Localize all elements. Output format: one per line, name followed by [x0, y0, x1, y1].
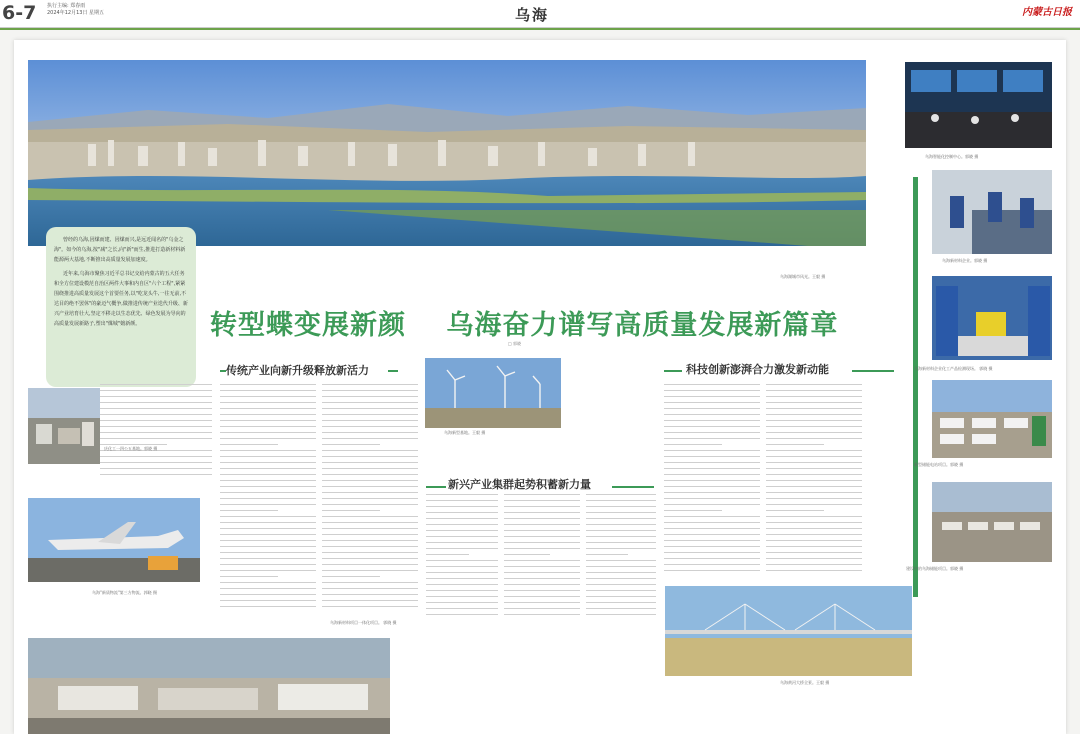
text-line — [220, 402, 316, 403]
text-line — [322, 516, 418, 517]
text-column-5 — [586, 494, 656, 622]
page-number: 6-7 — [2, 2, 37, 24]
text-line — [322, 498, 418, 499]
text-line — [664, 534, 760, 535]
photo-industrial-park — [28, 638, 390, 734]
text-line — [766, 414, 862, 415]
text-line — [504, 560, 580, 561]
intro-box — [46, 227, 196, 387]
text-line — [504, 500, 580, 501]
text-column-7 — [766, 384, 862, 580]
text-line — [322, 582, 418, 583]
text-line — [664, 420, 760, 421]
text-line — [100, 462, 212, 463]
text-line — [664, 402, 760, 403]
text-line — [766, 570, 862, 571]
text-line — [426, 494, 498, 495]
text-line — [766, 462, 862, 463]
text-line — [322, 594, 418, 595]
text-line — [766, 546, 862, 547]
text-line — [664, 390, 760, 391]
text-line — [664, 570, 760, 571]
text-line — [322, 570, 418, 571]
text-line — [220, 576, 278, 577]
text-line — [664, 384, 760, 385]
text-line — [504, 494, 580, 495]
text-line — [766, 480, 862, 481]
hero-photo-city-lake — [28, 60, 866, 246]
text-line — [220, 558, 316, 559]
text-line — [504, 530, 580, 531]
text-line — [322, 600, 418, 601]
text-line — [100, 384, 212, 385]
text-line — [322, 510, 380, 511]
text-line — [220, 384, 316, 385]
text-line — [322, 588, 418, 589]
text-line — [322, 462, 418, 463]
text-line — [664, 540, 760, 541]
text-line — [426, 500, 498, 501]
text-line — [220, 492, 316, 493]
caption-storage-construction: 建设中的乌海储能项目。郭晓 摄 — [906, 566, 964, 571]
text-line — [322, 540, 418, 541]
text-line — [766, 522, 862, 523]
text-line — [426, 614, 498, 615]
photo-storage-construction — [932, 482, 1052, 562]
text-line — [100, 420, 212, 421]
text-line — [504, 506, 580, 507]
text-line — [766, 528, 862, 529]
text-line — [586, 578, 656, 579]
text-line — [220, 468, 316, 469]
subhead-bar-right — [664, 370, 682, 372]
text-line — [664, 426, 760, 427]
text-line — [322, 390, 418, 391]
text-line — [220, 570, 316, 571]
text-line — [766, 564, 862, 565]
text-line — [220, 594, 316, 595]
text-line — [766, 438, 862, 439]
text-line — [220, 390, 316, 391]
text-line — [586, 530, 656, 531]
text-line — [220, 600, 316, 601]
text-line — [766, 474, 862, 475]
text-line — [426, 566, 498, 567]
text-line — [504, 614, 580, 615]
text-line — [664, 462, 760, 463]
text-line — [504, 572, 580, 573]
text-line — [322, 456, 418, 457]
text-line — [504, 602, 580, 603]
text-line — [220, 540, 316, 541]
text-line — [220, 552, 316, 553]
text-line — [322, 534, 418, 535]
text-line — [586, 500, 656, 501]
text-line — [586, 518, 656, 519]
text-line — [504, 608, 580, 609]
text-line — [766, 504, 862, 505]
text-line — [664, 564, 760, 565]
text-line — [426, 536, 498, 537]
text-line — [664, 486, 760, 487]
caption-energy-storage: 新型储能电站项目。郭晓 摄 — [914, 462, 964, 467]
text-line — [664, 516, 760, 517]
text-line — [766, 396, 862, 397]
text-line — [322, 558, 418, 559]
text-line — [586, 536, 656, 537]
text-line — [664, 474, 760, 475]
header-divider — [0, 28, 1080, 30]
text-line — [426, 590, 498, 591]
text-line — [100, 402, 212, 403]
text-line — [426, 518, 498, 519]
intro-paragraph-1: 曾经的乌海,因煤而建、因煤而兴,是远近闻名的"乌金之海"。如今的乌海,按"减"之长,向"新"而生,推进打造新材料新能源两大基地,不断推出高质量发展加速度。 — [54, 237, 186, 263]
text-line — [504, 566, 580, 567]
photo-chemical-inspection — [932, 276, 1052, 360]
text-line — [766, 402, 862, 403]
photo-wind-farm — [425, 358, 561, 428]
text-line — [766, 444, 824, 445]
text-line — [664, 468, 760, 469]
text-line — [664, 480, 760, 481]
text-line — [220, 444, 278, 445]
text-line — [220, 450, 316, 451]
text-column-2 — [322, 384, 418, 612]
caption-plane: 乌海"新质物流"第三方物流。郭晓 摄 — [92, 590, 157, 595]
text-line — [322, 402, 418, 403]
text-line — [220, 426, 316, 427]
text-line — [322, 504, 418, 505]
text-line — [220, 582, 316, 583]
text-line — [322, 492, 418, 493]
text-line — [322, 564, 418, 565]
text-line — [220, 498, 316, 499]
text-line — [220, 564, 316, 565]
text-line — [426, 560, 498, 561]
text-line — [100, 414, 212, 415]
text-line — [586, 584, 656, 585]
text-line — [426, 548, 498, 549]
text-line — [766, 456, 862, 457]
text-line — [586, 494, 656, 495]
text-line — [664, 552, 760, 553]
text-line — [220, 510, 278, 511]
text-line — [100, 474, 212, 475]
text-line — [504, 584, 580, 585]
text-line — [322, 528, 418, 529]
text-line — [220, 474, 316, 475]
text-line — [220, 408, 316, 409]
text-line — [322, 408, 418, 409]
text-line — [100, 438, 212, 439]
text-line — [220, 504, 316, 505]
text-line — [586, 512, 656, 513]
text-line — [504, 512, 580, 513]
subhead-bar-middle-end — [612, 486, 654, 488]
text-line — [664, 558, 760, 559]
text-line — [504, 548, 580, 549]
text-line — [322, 546, 418, 547]
text-line — [766, 486, 862, 487]
text-line — [664, 492, 760, 493]
text-line — [322, 426, 418, 427]
text-line — [586, 548, 656, 549]
text-line — [322, 552, 418, 553]
photo-control-center — [905, 62, 1052, 148]
text-column-left — [100, 384, 212, 484]
headline-part-2: 乌海奋力谱写高质量发展新篇章 — [446, 310, 839, 341]
text-line — [586, 542, 656, 543]
text-line — [322, 486, 418, 487]
intro-paragraph-2: 近年来,乌海市聚焦习近平总书记交给内蒙古的五大任务和全方位建设模范自治区两件大事和内自区"六个工程",紧紧围绕推进高质量发展这个首要任务,以"吃龙头牛,一往无前,不达目的绝不罢休"的豪迈气概争,做推进传统产业迭代升级、新兴产业培育壮大,坚定不移走以生态优先、绿色发展为导向的高质量发展新路子,塑出"煤城"嬗新颜。 — [54, 271, 188, 327]
caption-chemical-inspection: 乌海新材料企业化工产品检测现场。 郭晓 摄 — [914, 366, 993, 371]
text-line — [664, 414, 760, 415]
text-line — [586, 614, 656, 615]
text-line — [766, 540, 862, 541]
text-line — [664, 510, 722, 511]
photo-workers-lab — [932, 170, 1052, 254]
photo-yellow-river-bridge — [665, 586, 912, 676]
text-line — [586, 554, 628, 555]
text-line — [426, 542, 498, 543]
text-line — [100, 468, 212, 469]
text-line — [220, 414, 316, 415]
text-line — [664, 546, 760, 547]
text-line — [664, 396, 760, 397]
text-line — [766, 516, 862, 517]
text-line — [100, 426, 212, 427]
caption-bridge: 乌海黄河大桥全景。王毅 摄 — [780, 680, 830, 685]
text-line — [766, 498, 862, 499]
text-column-1 — [220, 384, 316, 612]
text-line — [766, 426, 862, 427]
text-line — [766, 420, 862, 421]
text-line — [766, 510, 824, 511]
text-line — [766, 468, 862, 469]
text-line — [220, 438, 316, 439]
page-header — [0, 0, 1080, 28]
section-title: 乌海 — [515, 6, 550, 24]
text-line — [322, 522, 418, 523]
text-line — [766, 450, 862, 451]
text-line — [426, 524, 498, 525]
text-line — [322, 606, 418, 607]
text-line — [664, 456, 760, 457]
text-line — [322, 396, 418, 397]
text-line — [586, 602, 656, 603]
text-line — [322, 468, 418, 469]
caption-workers-lab: 乌海新材料企业。郭晓 摄 — [942, 258, 988, 263]
subhead-middle: 新兴产业集群起势积蓄新力量 — [448, 478, 591, 491]
text-line — [220, 396, 316, 397]
text-line — [426, 530, 498, 531]
text-line — [220, 486, 316, 487]
hero-caption: 乌海湖城市风光。王毅 摄 — [780, 274, 826, 279]
caption-wind-farm: 乌海新型基地。王毅 摄 — [444, 430, 486, 435]
photo-factory-aerial — [28, 388, 100, 464]
text-line — [766, 408, 862, 409]
text-line — [322, 438, 418, 439]
subhead-right: 科技创新澎湃合力激发新动能 — [686, 363, 829, 376]
text-line — [504, 578, 580, 579]
text-line — [322, 420, 418, 421]
text-line — [766, 552, 862, 553]
text-column-6 — [664, 384, 760, 580]
subhead-bar-right-end — [852, 370, 894, 372]
photo-energy-storage — [932, 380, 1052, 458]
text-line — [322, 450, 418, 451]
text-line — [426, 512, 498, 513]
text-line — [100, 456, 212, 457]
text-line — [766, 492, 862, 493]
text-line — [426, 608, 498, 609]
text-line — [220, 588, 316, 589]
text-line — [220, 462, 316, 463]
text-line — [426, 506, 498, 507]
text-line — [322, 474, 418, 475]
text-line — [586, 560, 656, 561]
text-line — [322, 384, 418, 385]
text-line — [426, 572, 498, 573]
text-line — [504, 524, 580, 525]
text-line — [504, 518, 580, 519]
text-line — [220, 516, 316, 517]
text-line — [586, 596, 656, 597]
text-line — [220, 480, 316, 481]
text-line — [322, 432, 418, 433]
text-line — [322, 414, 418, 415]
text-line — [220, 456, 316, 457]
text-line — [504, 536, 580, 537]
right-accent-band — [913, 177, 918, 597]
text-line — [586, 506, 656, 507]
text-line — [426, 584, 498, 585]
text-line — [220, 522, 316, 523]
text-line — [504, 542, 580, 543]
text-line — [664, 522, 760, 523]
text-line — [220, 606, 316, 607]
subhead-left: 传统产业向新升级释放新活力 — [226, 364, 369, 377]
text-line — [664, 498, 760, 499]
text-line — [766, 534, 862, 535]
text-line — [664, 450, 760, 451]
text-line — [426, 578, 498, 579]
text-line — [100, 444, 167, 445]
text-line — [426, 602, 498, 603]
main-headline — [210, 303, 870, 342]
text-line — [664, 432, 760, 433]
text-line — [220, 528, 316, 529]
text-line — [586, 572, 656, 573]
text-line — [220, 534, 316, 535]
text-line — [664, 438, 760, 439]
text-line — [664, 504, 760, 505]
header-meta: 执行主编: 郑春雨 2024年12月13日 星期五 — [47, 3, 105, 16]
text-line — [322, 444, 380, 445]
caption-factory: 庆化工一四公五基地。郭晓 摄 — [104, 446, 158, 451]
text-line — [220, 432, 316, 433]
caption-industrial-park: 乌海新材料项目一体化项目。 郭晓 摄 — [330, 620, 397, 625]
text-line — [220, 420, 316, 421]
text-line — [100, 396, 212, 397]
text-line — [766, 384, 862, 385]
photo-cargo-plane — [28, 498, 200, 582]
text-line — [586, 590, 656, 591]
text-line — [426, 596, 498, 597]
text-line — [100, 432, 212, 433]
text-line — [766, 390, 862, 391]
text-line — [664, 444, 722, 445]
text-line — [322, 576, 380, 577]
text-line — [586, 524, 656, 525]
headline-part-1: 转型蝶变展新颜 — [210, 310, 406, 341]
text-column-4 — [504, 494, 580, 622]
text-line — [586, 566, 656, 567]
text-line — [664, 408, 760, 409]
caption-control-center: 乌海智能化控制中心。郭晓 摄 — [925, 154, 979, 159]
text-line — [766, 432, 862, 433]
text-line — [322, 480, 418, 481]
subhead-bar-left-end — [388, 370, 398, 372]
text-column-3 — [426, 494, 498, 622]
masthead-logo: 内蒙古日报 — [1022, 7, 1072, 18]
text-line — [504, 596, 580, 597]
text-line — [100, 390, 212, 391]
text-line — [504, 590, 580, 591]
text-line — [664, 528, 760, 529]
text-line — [220, 546, 316, 547]
text-line — [766, 558, 862, 559]
subhead-bar-middle — [426, 486, 446, 488]
text-line — [100, 408, 212, 409]
headline-byline: □ 郭晓 — [508, 341, 522, 346]
text-line — [426, 554, 469, 555]
text-line — [586, 608, 656, 609]
text-line — [504, 554, 550, 555]
